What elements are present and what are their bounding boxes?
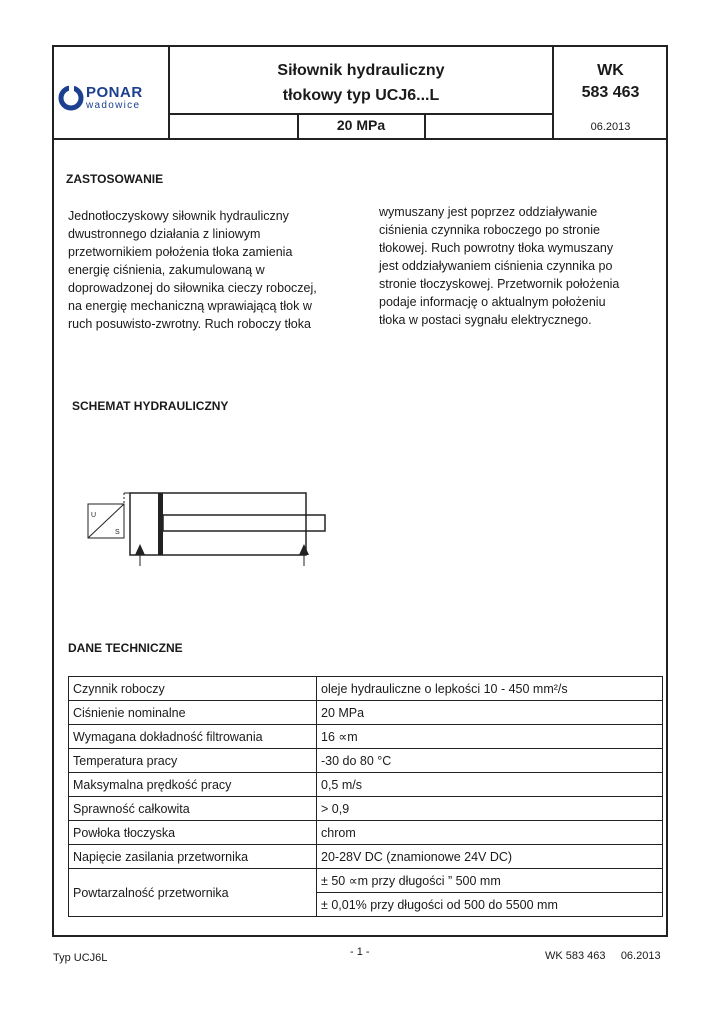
parameter-name: Powtarzalność przetwornika: [69, 869, 317, 917]
parameter-value: 0,5 m/s: [317, 773, 663, 797]
application-col1-line: dwustronnego działania z liniowym: [68, 227, 261, 241]
table-row: [69, 821, 663, 845]
parameter-value: > 0,9: [317, 797, 663, 821]
application-col1-line: ruch posuwisto-zwrotny. Ruch roboczy tłoka: [68, 317, 311, 331]
table-row: [69, 701, 663, 725]
application-col2-line: podaje informację o aktualnym położeniu: [379, 295, 606, 309]
parameter-name: Napięcie zasilania przetwornika: [69, 845, 317, 869]
parameter-value: ± 50 ∝m przy długości ” 500 mm: [317, 869, 663, 893]
application-col1-line: doprowadzonej do siłownika cieczy roboczej,: [68, 281, 317, 295]
parameter-value: oleje hydrauliczne o lepkości 10 - 450 mm²/s: [317, 677, 663, 701]
application-col1-line: energię ciśnienia, zakumulowaną w: [68, 263, 265, 277]
footer-page-number: - 1 -: [350, 946, 370, 958]
port-b-arrow: [299, 544, 309, 555]
table-row: [69, 749, 663, 773]
parameter-name: Wymagana dokładność filtrowania: [69, 725, 317, 749]
table-row: [69, 845, 663, 869]
parameter-value: chrom: [317, 821, 663, 845]
application-col2-line: wymuszany jest poprzez oddziaływanie: [379, 205, 598, 219]
document-title-line1: Siłownik hydrauliczny: [277, 62, 445, 79]
cylinder-body: [130, 493, 306, 555]
header-row-divider: [168, 113, 553, 115]
pressure-cell-right: [424, 113, 426, 139]
parameter-value: -30 do 80 °C: [317, 749, 663, 773]
table-row: [69, 677, 663, 701]
application-col2-line: tłokowej. Ruch powrotny tłoka wymuszany: [379, 241, 614, 255]
schematic-heading: SCHEMAT HYDRAULICZNY: [72, 399, 229, 413]
technical-data-table: [68, 676, 663, 917]
application-text-col2: [379, 203, 619, 329]
parameter-name: Maksymalna prędkość pracy: [69, 773, 317, 797]
application-text-col1: [68, 207, 317, 333]
application-col2-line: tłoka w postaci sygnału elektrycznego.: [379, 313, 592, 327]
table-row: [69, 725, 663, 749]
piston-rod: [163, 515, 325, 531]
parameter-name: Sprawność całkowita: [69, 797, 317, 821]
application-col2-line: stronie tłoczyskowej. Przetwornik położenia: [379, 277, 620, 291]
document-date: 06.2013: [590, 121, 631, 133]
document-code-prefix: WK: [597, 62, 624, 79]
port-a-arrow: [135, 544, 145, 555]
logo-wordmark: PONAR: [86, 84, 143, 101]
header-bottom-line: [52, 138, 668, 140]
document-code-number: 583 463: [581, 84, 640, 101]
application-col2-line: ciśnienia czynnika roboczego po stronie: [379, 223, 600, 237]
parameter-value: 20 MPa: [317, 701, 663, 725]
application-col1-line: przetwornikiem położenia tłoka zamienia: [68, 245, 293, 259]
parameter-name: Czynnik roboczy: [69, 677, 317, 701]
parameter-value: 20-28V DC (znamionowe 24V DC): [317, 845, 663, 869]
pressure-rating: 20 MPa: [336, 117, 386, 133]
company-logo: [58, 84, 168, 112]
logo-subtitle: wadowice: [86, 100, 141, 111]
hydraulic-schematic-diagram: [80, 486, 340, 578]
parameter-name: Temperatura pracy: [69, 749, 317, 773]
footer-doc-ref: WK 583 463 06.2013: [545, 950, 661, 962]
transducer-label-s: S: [115, 529, 120, 536]
parameter-value: 16 ∝m: [317, 725, 663, 749]
parameter-name: Powłoka tłoczyska: [69, 821, 317, 845]
application-heading: ZASTOSOWANIE: [66, 172, 164, 186]
document-title-line2: tłokowy typ UCJ6...L: [282, 87, 440, 104]
application-col1-line: Jednotłoczyskowy siłownik hydrauliczny: [68, 209, 289, 223]
table-row: [69, 869, 663, 893]
footer-type: Typ UCJ6L: [53, 952, 108, 964]
parameter-name: Ciśnienie nominalne: [69, 701, 317, 725]
transducer-label-u: U: [91, 512, 97, 519]
table-row: [69, 773, 663, 797]
table-row: [69, 797, 663, 821]
technical-heading: DANE TECHNICZNE: [68, 641, 183, 655]
logo-mark-icon: [58, 85, 84, 111]
application-col2-line: jest oddziaływaniem ciśnienia czynnika po: [379, 259, 613, 273]
application-col1-line: na energię mechaniczną wprawiającą tłok w: [68, 299, 312, 313]
parameter-value: ± 0,01% przy długości od 500 do 5500 mm: [317, 893, 663, 917]
